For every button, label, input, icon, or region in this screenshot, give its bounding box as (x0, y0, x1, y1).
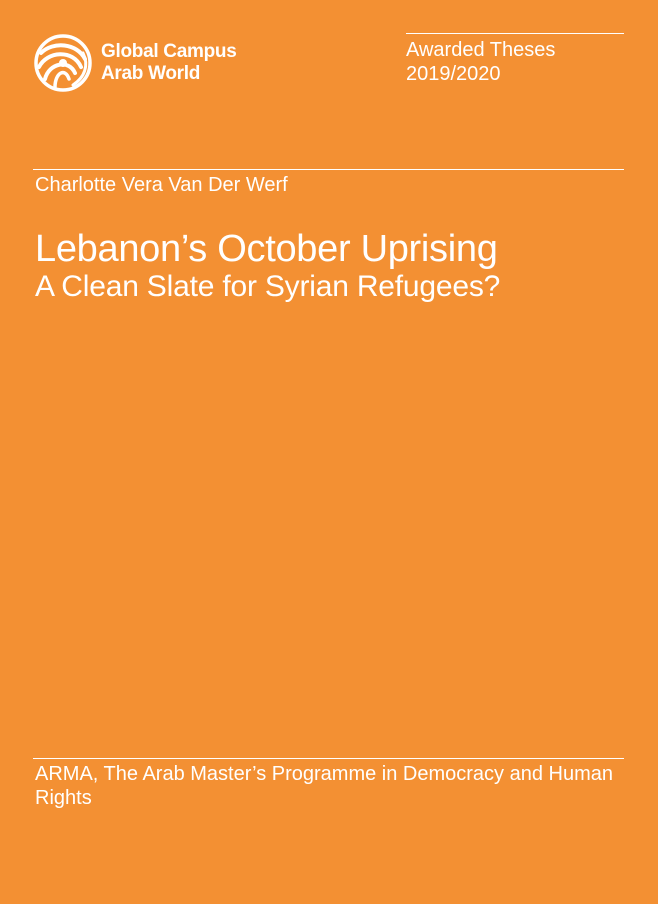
footer-divider (33, 758, 624, 759)
title-main: Lebanon’s October Uprising (35, 228, 498, 270)
logo-line-1: Global Campus (101, 41, 237, 62)
programme-name: ARMA, The Arab Master’s Programme in Democracy and Human Rights (35, 763, 613, 809)
top-right-divider (406, 33, 624, 34)
series-line-2: 2019/2020 (406, 63, 501, 85)
global-campus-logo (33, 33, 236, 93)
author-name: Charlotte Vera Van Der Werf (35, 174, 288, 196)
logo-line-2: Arab World (101, 63, 201, 84)
series-line-1: Awarded Theses (406, 39, 556, 61)
globe-swirl-icon (33, 33, 93, 93)
logo-wordmark (101, 41, 236, 85)
author-divider (33, 169, 624, 170)
document-title (35, 228, 635, 304)
series-label (406, 38, 555, 86)
title-subtitle: A Clean Slate for Syrian Refugees? (35, 270, 501, 303)
